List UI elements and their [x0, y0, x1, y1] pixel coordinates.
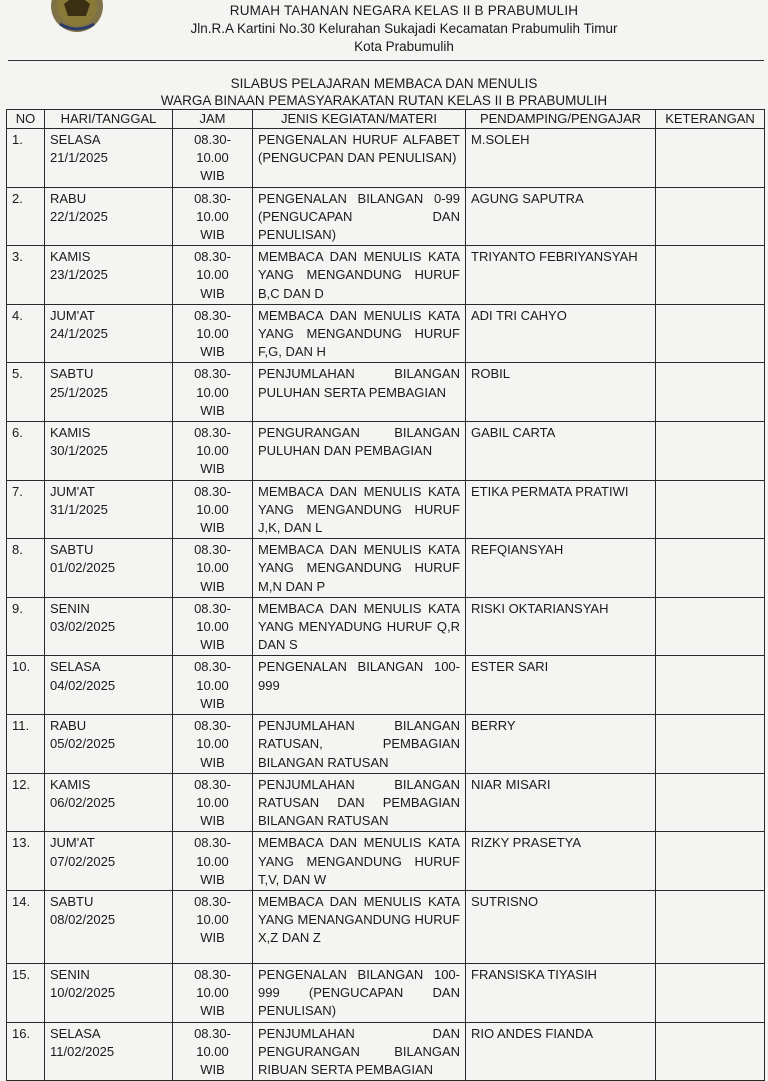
institution-city: Kota Prabumulih [354, 39, 454, 54]
table-cell-hari-tanggal: RABU 05/02/2025 [45, 715, 173, 774]
institution-name: RUMAH TAHANAN NEGARA KELAS II B PRABUMULIH [229, 3, 579, 18]
table-cell-hari-tanggal: JUM'AT 31/1/2025 [45, 480, 173, 539]
table-cell-hari-tanggal: SENIN 10/02/2025 [45, 963, 173, 1022]
document-title: SILABUS PELAJARAN MEMBACA DAN MENULIS [230, 76, 538, 91]
table-cell-hari-tanggal: JUM'AT 24/1/2025 [45, 304, 173, 363]
table-cell-no: 3. [7, 246, 45, 305]
table-cell-keterangan [656, 1022, 765, 1081]
table-cell-hari-tanggal: KAMIS 23/1/2025 [45, 246, 173, 305]
institution-address: Jln.R.A Kartini No.30 Kelurahan Sukajadi Kecamatan Prabumulih Timur [190, 21, 618, 36]
header-divider [8, 60, 764, 61]
table-cell-kegiatan: PENJUMLAHAN BILANGAN PULUHAN SERTA PEMBAGIAN [253, 363, 466, 422]
header-pendamping: PENDAMPING/PENGAJAR [466, 110, 656, 129]
table-cell-jam: 08.30- 10.00 WIB [173, 187, 253, 246]
table-cell-jam: 08.30- 10.00 WIB [173, 890, 253, 963]
table-row [7, 773, 765, 832]
table-row [7, 422, 765, 481]
table-cell-no: 15. [7, 963, 45, 1022]
table-cell-hari-tanggal: SELASA 11/02/2025 [45, 1022, 173, 1081]
table-cell-pengajar: TRIYANTO FEBRIYANSYAH [466, 246, 656, 305]
table-row [7, 129, 765, 188]
table-cell-pengajar: ADI TRI CAHYO [466, 304, 656, 363]
table-cell-no: 8. [7, 539, 45, 598]
letterhead [0, 0, 768, 62]
table-cell-no: 7. [7, 480, 45, 539]
table-cell-pengajar: NIAR MISARI [466, 773, 656, 832]
table-cell-keterangan [656, 715, 765, 774]
table-row [7, 832, 765, 891]
table-cell-pengajar: ESTER SARI [466, 656, 656, 715]
table-cell-kegiatan: MEMBACA DAN MENULIS KATA YANG MENYADUNG HURUF Q,R DAN S [253, 597, 466, 656]
table-cell-no: 9. [7, 597, 45, 656]
table-cell-kegiatan: PENJUMLAHAN BILANGAN RATUSAN DAN PEMBAGIAN BILANGAN RATUSAN [253, 773, 466, 832]
table-cell-keterangan [656, 304, 765, 363]
table-cell-kegiatan: MEMBACA DAN MENULIS KATA YANG MENGANDUNG HURUF F,G, DAN H [253, 304, 466, 363]
table-row [7, 1022, 765, 1081]
table-cell-hari-tanggal: SELASA 21/1/2025 [45, 129, 173, 188]
table-cell-pengajar: ROBIL [466, 363, 656, 422]
table-row [7, 597, 765, 656]
table-row [7, 187, 765, 246]
table-row [7, 363, 765, 422]
table-cell-hari-tanggal: SENIN 03/02/2025 [45, 597, 173, 656]
table-cell-keterangan [656, 422, 765, 481]
table-cell-jam: 08.30- 10.00 WIB [173, 246, 253, 305]
table-cell-jam: 08.30- 10.00 WIB [173, 715, 253, 774]
table-cell-pengajar: M.SOLEH [466, 129, 656, 188]
table-cell-pengajar: ETIKA PERMATA PRATIWI [466, 480, 656, 539]
table-cell-keterangan [656, 129, 765, 188]
table-cell-hari-tanggal: JUM'AT 07/02/2025 [45, 832, 173, 891]
table-cell-pengajar: RIO ANDES FIANDA [466, 1022, 656, 1081]
table-cell-jam: 08.30- 10.00 WIB [173, 963, 253, 1022]
table-cell-pengajar: BERRY [466, 715, 656, 774]
table-cell-hari-tanggal: SELASA 04/02/2025 [45, 656, 173, 715]
table-cell-no: 5. [7, 363, 45, 422]
header-jenis-kegiatan: JENIS KEGIATAN/MATERI [253, 110, 466, 129]
table-cell-no: 2. [7, 187, 45, 246]
table-row [7, 480, 765, 539]
table-cell-kegiatan: PENJUMLAHAN DAN PENGURANGAN BILANGAN RIBUAN SERTA PEMBAGIAN [253, 1022, 466, 1081]
header-keterangan: KETERANGAN [656, 110, 765, 129]
table-header-row [7, 110, 765, 129]
table-cell-jam: 08.30- 10.00 WIB [173, 539, 253, 598]
table-cell-no: 16. [7, 1022, 45, 1081]
table-cell-keterangan [656, 773, 765, 832]
table-cell-keterangan [656, 480, 765, 539]
table-cell-pengajar: SUTRISNO [466, 890, 656, 963]
table-cell-jam: 08.30- 10.00 WIB [173, 363, 253, 422]
table-cell-jam: 08.30- 10.00 WIB [173, 129, 253, 188]
table-cell-jam: 08.30- 10.00 WIB [173, 656, 253, 715]
header-no: NO [7, 110, 45, 129]
table-cell-kegiatan: PENGENALAN BILANGAN 0-99 (PENGUCAPAN DAN PENULISAN) [253, 187, 466, 246]
table-cell-hari-tanggal: RABU 22/1/2025 [45, 187, 173, 246]
table-cell-no: 11. [7, 715, 45, 774]
table-cell-kegiatan: PENGENALAN BILANGAN 100-999 (PENGUCAPAN DAN PENULISAN) [253, 963, 466, 1022]
table-cell-kegiatan: PENGENALAN HURUF ALFABET (PENGUCPAN DAN PENULISAN) [253, 129, 466, 188]
table-cell-jam: 08.30- 10.00 WIB [173, 480, 253, 539]
table-cell-no: 6. [7, 422, 45, 481]
table-row [7, 246, 765, 305]
table-cell-pengajar: RISKI OKTARIANSYAH [466, 597, 656, 656]
table-cell-kegiatan: MEMBACA DAN MENULIS KATA YANG MENGANDUNG HURUF T,V, DAN W [253, 832, 466, 891]
table-cell-jam: 08.30- 10.00 WIB [173, 422, 253, 481]
table-cell-kegiatan: PENJUMLAHAN BILANGAN RATUSAN, PEMBAGIAN BILANGAN RATUSAN [253, 715, 466, 774]
table-cell-kegiatan: PENGENALAN BILANGAN 100-999 [253, 656, 466, 715]
table-cell-no: 4. [7, 304, 45, 363]
table-cell-keterangan [656, 890, 765, 963]
table-cell-keterangan [656, 539, 765, 598]
document-subtitle: WARGA BINAAN PEMASYARAKATAN RUTAN KELAS II B PRABUMULIH [160, 93, 608, 108]
table-cell-hari-tanggal: SABTU 01/02/2025 [45, 539, 173, 598]
table-cell-keterangan [656, 656, 765, 715]
table-cell-hari-tanggal: KAMIS 30/1/2025 [45, 422, 173, 481]
table-cell-kegiatan: MEMBACA DAN MENULIS KATA YANG MENANGANDUNG HURUF X,Z DAN Z [253, 890, 466, 963]
table-cell-jam: 08.30- 10.00 WIB [173, 832, 253, 891]
table-cell-kegiatan: PENGURANGAN BILANGAN PULUHAN DAN PEMBAGIAN [253, 422, 466, 481]
table-row [7, 715, 765, 774]
table-cell-jam: 08.30- 10.00 WIB [173, 304, 253, 363]
table-cell-jam: 08.30- 10.00 WIB [173, 1022, 253, 1081]
table-cell-keterangan [656, 187, 765, 246]
table-row [7, 890, 765, 963]
header-jam: JAM [173, 110, 253, 129]
table-row [7, 963, 765, 1022]
table-cell-keterangan [656, 963, 765, 1022]
table-cell-no: 10. [7, 656, 45, 715]
table-cell-hari-tanggal: SABTU 08/02/2025 [45, 890, 173, 963]
table-cell-no: 12. [7, 773, 45, 832]
syllabus-table [6, 109, 765, 1081]
header-hari-tanggal: HARI/TANGGAL [45, 110, 173, 129]
table-cell-kegiatan: MEMBACA DAN MENULIS KATA YANG MENGANDUNG HURUF J,K, DAN L [253, 480, 466, 539]
table-row [7, 539, 765, 598]
table-cell-keterangan [656, 363, 765, 422]
table-cell-pengajar: GABIL CARTA [466, 422, 656, 481]
table-cell-keterangan [656, 597, 765, 656]
table-cell-pengajar: RIZKY PRASETYA [466, 832, 656, 891]
table-cell-kegiatan: MEMBACA DAN MENULIS KATA YANG MENGANDUNG HURUF M,N DAN P [253, 539, 466, 598]
table-cell-hari-tanggal: SABTU 25/1/2025 [45, 363, 173, 422]
table-cell-no: 14. [7, 890, 45, 963]
table-cell-jam: 08.30- 10.00 WIB [173, 597, 253, 656]
table-row [7, 304, 765, 363]
table-cell-keterangan [656, 246, 765, 305]
table-cell-pengajar: REFQIANSYAH [466, 539, 656, 598]
table-cell-keterangan [656, 832, 765, 891]
table-cell-pengajar: AGUNG SAPUTRA [466, 187, 656, 246]
table-cell-jam: 08.30- 10.00 WIB [173, 773, 253, 832]
table-cell-hari-tanggal: KAMIS 06/02/2025 [45, 773, 173, 832]
table-cell-kegiatan: MEMBACA DAN MENULIS KATA YANG MENGANDUNG HURUF B,C DAN D [253, 246, 466, 305]
table-cell-pengajar: FRANSISKA TIYASIH [466, 963, 656, 1022]
table-cell-no: 1. [7, 129, 45, 188]
table-row [7, 656, 765, 715]
table-cell-no: 13. [7, 832, 45, 891]
